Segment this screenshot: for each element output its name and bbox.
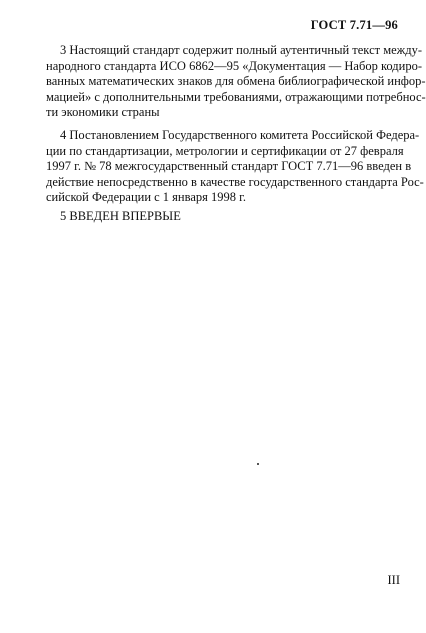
- paragraph-5: [46, 209, 398, 225]
- paragraph-line: 5 ВВЕДЕН ВПЕРВЫЕ: [60, 209, 181, 223]
- paragraph-3: [46, 43, 426, 121]
- paragraph-line: мацией» с дополнительными требованиями, отражающими потребнос-: [46, 89, 426, 104]
- scan-speck: [257, 463, 259, 465]
- document-code-header: ГОСТ 7.71—96: [310, 18, 398, 32]
- paragraph-line: 4 Постановлением Государственного комитета Российской Федера-: [60, 128, 420, 142]
- paragraph-4: [46, 128, 424, 206]
- paragraph-line: 3 Настоящий стандарт содержит полный аутентичный текст между-: [60, 43, 423, 57]
- paragraph-line: ции по стандартизации, метрологии и сертификации от 27 февраля: [46, 143, 404, 158]
- paragraph-line: ванных математических знаков для обмена библиографической инфор-: [46, 74, 426, 88]
- page-number: III: [387, 573, 400, 587]
- paragraph-line: ти экономики страны: [46, 105, 160, 119]
- paragraph-line: народного стандарта ИСО 6862—95 «Документация — Набор кодиро-: [46, 58, 422, 73]
- paragraph-line: сийской Федерации с 1 января 1998 г.: [46, 190, 246, 204]
- paragraph-line: 1997 г. № 78 межгосударственный стандарт ГОСТ 7.71—96 введен в: [46, 159, 412, 173]
- paragraph-line: действие непосредственно в качестве государственного стандарта Рос-: [46, 174, 424, 189]
